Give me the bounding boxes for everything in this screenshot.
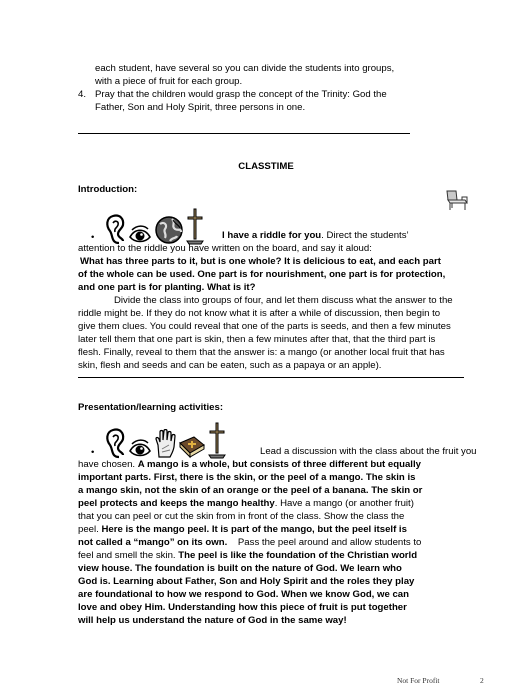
presentation-line-3: important parts. First, there is the skin, or the peel of a mango. The skin is (78, 472, 416, 483)
line-8-plain: Pass the peel around and allow students to (227, 537, 422, 548)
eye-icon (128, 439, 152, 459)
introduction-heading: Introduction: (78, 184, 138, 195)
line-8-bold: not called a “mango” on its own. (78, 537, 228, 548)
intro-body-line-3: give them clues. You could reveal that one of the parts is seeds, and then a few minutes (78, 321, 451, 332)
section-divider-2 (78, 377, 464, 378)
intro-body-line-2: riddle might be. If they do not know what it is after a while of discussion, then begin to (78, 308, 441, 319)
intro-body-line-4: later tell them that one part is skin, then a few minutes after that, that the third part is (78, 334, 436, 345)
presentation-line-7 (78, 524, 483, 537)
line-9-bold: The peel is like the foundation of the Christian world (178, 550, 418, 561)
riddle-lead-rest: . Direct the students’ (321, 230, 409, 241)
list-item-4-line-2: Father, Son and Holy Spirit, three persons in one. (95, 102, 306, 113)
cross-icon (186, 207, 204, 245)
intro-bullet: • (91, 232, 95, 243)
riddle-lead-bold: I have a riddle for you (222, 230, 322, 241)
ear-icon (104, 427, 126, 459)
line-5-bold: peel protects and keeps the mango healthy (78, 498, 275, 509)
list-item-3-continuation-1: each student, have several so you can divide the students into groups, (95, 63, 395, 74)
line-2-bold: A mango is a whole, but consists of three different but equally (137, 459, 421, 470)
list-item-4-number: 4. (78, 89, 87, 100)
presentation-line-8 (78, 537, 483, 550)
presentation-icon-row (104, 421, 226, 459)
intro-line-2: attention to the riddle you have written on the board, and say it aloud: (78, 243, 372, 254)
intro-body-line-1: Divide the class into groups of four, and let them discuss what the answer to the (114, 295, 453, 306)
section-divider-1 (78, 133, 410, 134)
presentation-line-4: a mango skin, not the skin of an orange or the peel of a banana. The skin or (78, 485, 423, 496)
presentation-line-5 (78, 498, 483, 511)
presentation-bullet: • (91, 447, 95, 458)
riddle-text-line-3: and one part is for planting. What is it? (78, 282, 256, 293)
line-7-bold: Here is the mango peel. It is part of the mango, but the peel itself is (101, 524, 407, 535)
presentation-line-2 (78, 459, 483, 472)
presentation-lead: Lead a discussion with the class about the fruit you (260, 446, 477, 457)
presentation-line-14: will help us understand the nature of God in the same way! (78, 615, 347, 626)
intro-icon-row (104, 207, 204, 245)
eye-icon (128, 225, 152, 245)
presentation-line-11: God is. Learning about Father, Son and Holy Spirit and the roles they play (78, 576, 415, 587)
line-2-plain: have chosen. (78, 459, 138, 470)
line-7-plain: peel. (78, 524, 102, 535)
presentation-heading: Presentation/learning activities: (78, 402, 224, 413)
presentation-line-13: love and obey Him. Understanding how this piece of fruit is put together (78, 602, 407, 613)
line-5-plain: . Have a mango (or another fruit) (274, 498, 414, 509)
riddle-text-line-1: What has three parts to it, but is one whole? It is delicious to eat, and each part (80, 256, 441, 267)
classtime-title: CLASSTIME (238, 161, 294, 172)
presentation-line-9 (78, 550, 483, 563)
page-number: 2 (480, 676, 484, 685)
presentation-line-12: are foundational to how we respond to God. When we know God, we can (78, 589, 409, 600)
ear-icon (104, 213, 126, 245)
chair-icon (444, 188, 470, 217)
bible-icon (178, 433, 206, 459)
cross-icon (208, 421, 226, 459)
globe-icon (154, 215, 184, 245)
intro-riddle-lead (222, 230, 483, 243)
presentation-line-6: that you can peel or cut the skin from in front of the class. Show the class the (78, 511, 405, 522)
riddle-text-line-2: of the whole can be used. One part is for nourishment, one part is for protection, (78, 269, 446, 280)
line-9-plain: feel and smell the skin. (78, 550, 179, 561)
intro-body-line-5: flesh. Finally, reveal to them that the answer is: a mango (or another local fruit that has (78, 347, 445, 358)
footer-label: Not For Profit (397, 676, 440, 685)
list-item-3-continuation-2: with a piece of fruit for each group. (95, 76, 243, 87)
list-item-4-line-1: Pray that the children would grasp the concept of the Trinity: God the (95, 89, 387, 100)
presentation-line-10: view house. The foundation is built on the nature of God. We learn who (78, 563, 402, 574)
intro-body-line-6: skin, flesh and seeds and can be eaten, such as a papaya or an apple). (78, 360, 382, 371)
hand-icon (154, 429, 176, 459)
